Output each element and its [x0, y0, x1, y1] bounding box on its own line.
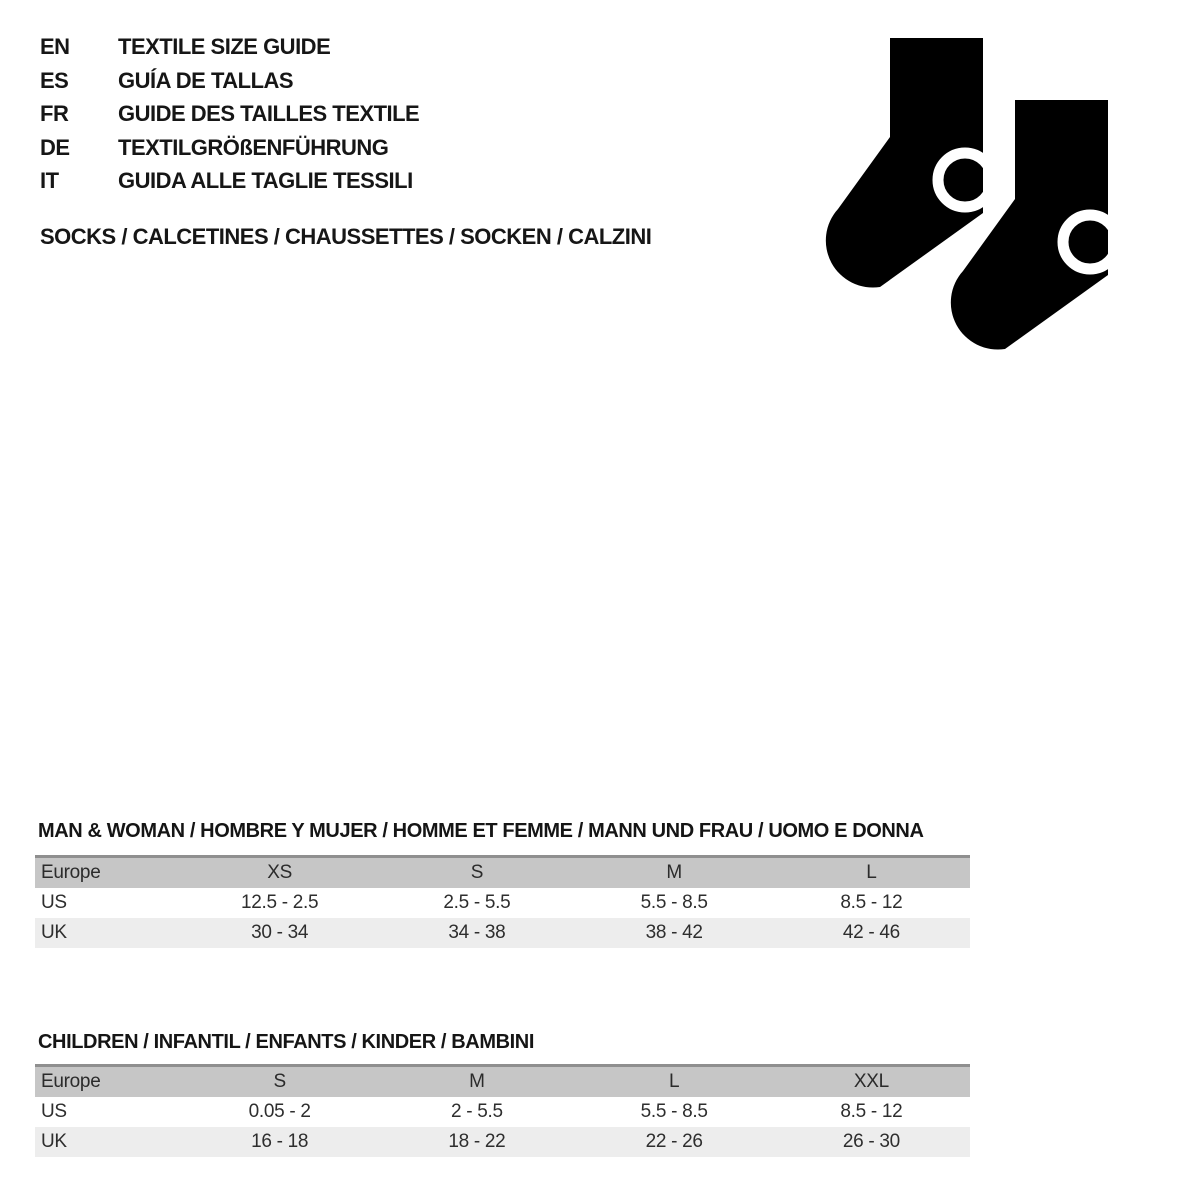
column-header-size: L [866, 862, 877, 883]
language-code: IT [40, 168, 59, 193]
language-title: GUIDA ALLE TAGLIE TESSILI [118, 168, 413, 193]
column-header-region: Europe [41, 1071, 101, 1092]
table-header-row [35, 1064, 970, 1097]
row-label: UK [41, 922, 67, 943]
size-value: 5.5 - 8.5 [640, 1101, 708, 1122]
table-row-us [35, 1097, 970, 1127]
column-header-size: S [273, 1071, 286, 1092]
language-title: TEXTILGRÖßENFÜHRUNG [118, 134, 389, 160]
table-header-row [35, 855, 970, 888]
size-table-children [35, 1064, 970, 1157]
language-code: ES [40, 67, 69, 93]
table-row-uk [35, 1127, 970, 1157]
row-label: UK [41, 1131, 67, 1152]
column-header-size: S [470, 862, 484, 883]
table-title-children: CHILDREN / INFANTIL / ENFANTS / KINDER / BAMBINI [38, 1031, 534, 1053]
language-title: GUÍA DE TALLAS [118, 67, 294, 93]
language-row [40, 97, 419, 131]
column-header-size: XXL [853, 1071, 889, 1092]
size-value: 8.5 - 12 [840, 892, 903, 913]
size-value: 8.5 - 12 [840, 1101, 903, 1122]
language-row [40, 164, 419, 198]
column-header-size: XS [267, 862, 292, 883]
size-value: 34 - 38 [448, 922, 506, 943]
language-code: EN [40, 34, 70, 59]
column-header-size: M [469, 1071, 485, 1092]
size-value: 30 - 34 [251, 922, 309, 943]
language-code: DE [40, 134, 70, 160]
table-row-uk [35, 918, 970, 948]
size-value: 2.5 - 5.5 [443, 892, 511, 913]
socks-icon [810, 25, 1140, 370]
size-value: 5.5 - 8.5 [640, 892, 708, 913]
row-label: US [41, 892, 67, 913]
column-header-region: Europe [41, 862, 101, 883]
product-category-line: SOCKS / CALCETINES / CHAUSSETTES / SOCKEN / CALZINI [40, 224, 652, 249]
sock-back-shape [826, 38, 992, 288]
language-title: TEXTILE SIZE GUIDE [118, 34, 331, 59]
size-value: 38 - 42 [645, 922, 703, 943]
size-value: 18 - 22 [448, 1131, 506, 1152]
size-value: 42 - 46 [842, 922, 900, 943]
language-title: GUIDE DES TAILLES TEXTILE [118, 101, 420, 126]
size-value: 16 - 18 [251, 1131, 309, 1152]
language-row [40, 30, 419, 64]
row-label: US [41, 1101, 67, 1122]
column-header-size: M [666, 862, 682, 883]
table-title-adults: MAN & WOMAN / HOMBRE Y MUJER / HOMME ET FEMME / MANN UND FRAU / UOMO E DONNA [38, 820, 924, 842]
table-row-us [35, 888, 970, 918]
column-header-size: L [668, 1071, 680, 1092]
language-row [40, 64, 419, 98]
language-title-list [40, 30, 419, 198]
size-value: 2 - 5.5 [450, 1101, 503, 1122]
size-value: 12.5 - 2.5 [240, 892, 319, 913]
language-row [40, 131, 419, 165]
size-table-adults [35, 855, 970, 948]
size-value: 0.05 - 2 [248, 1101, 311, 1122]
size-value: 22 - 26 [645, 1131, 703, 1152]
language-code: FR [40, 101, 69, 126]
size-value: 26 - 30 [842, 1131, 900, 1152]
